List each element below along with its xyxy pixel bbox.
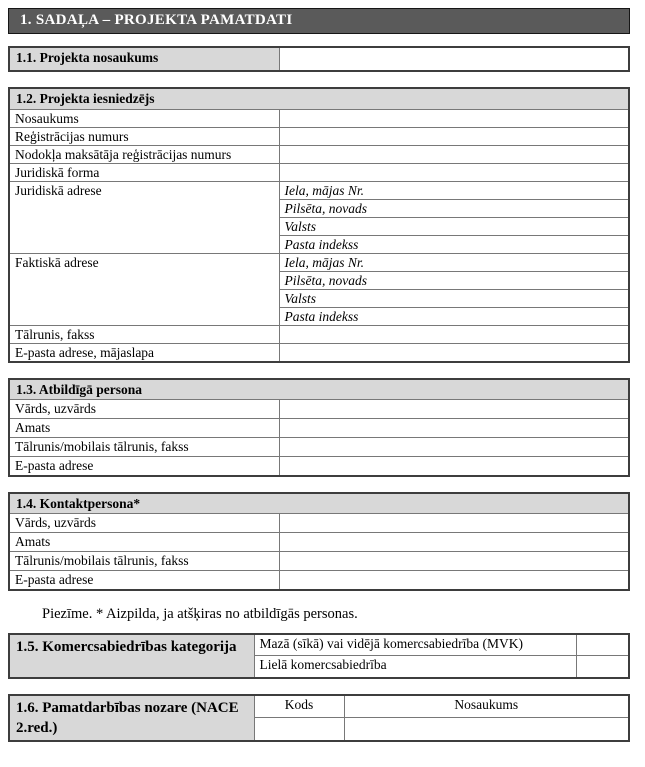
option-mvk-checkbox-cell[interactable] <box>576 634 629 656</box>
field-faktiska-adrese-pasta-indekss[interactable]: Pasta indekss <box>279 307 629 325</box>
field-juridiska-adrese-iela[interactable]: Iela, mājas Nr. <box>279 181 629 199</box>
label-1-1-projekta-nosaukums: 1.1. Projekta nosaukums <box>9 47 279 71</box>
field-epasta-majaslapa[interactable] <box>279 343 629 362</box>
label-faktiska-adrese: Faktiskā adrese <box>9 253 279 325</box>
field-projekta-nosaukums[interactable] <box>279 47 629 71</box>
field-faktiska-adrese-pilseta[interactable]: Pilsēta, novads <box>279 271 629 289</box>
label-atbildiga-vards: Vārds, uzvārds <box>9 400 279 419</box>
field-nace-nosaukums[interactable] <box>344 718 629 741</box>
table-1-4 <box>8 492 630 591</box>
label-registracijas-numurs: Reģistrācijas numurs <box>9 127 279 145</box>
table-1-3 <box>8 378 630 477</box>
label-1-5-komercsabiedribas-kategorija: 1.5. Komercsabiedrības kategorija <box>9 634 254 678</box>
table-1-6 <box>8 694 630 742</box>
label-kontakt-talrunis: Tālrunis/mobilais tālrunis, fakss <box>9 552 279 571</box>
option-mvk-label: Mazā (sīkā) vai vidējā komercsabiedrība (MVK) <box>254 634 576 656</box>
field-kontakt-talrunis[interactable] <box>279 552 629 571</box>
field-juridiska-forma[interactable] <box>279 163 629 181</box>
section-1-3-title: 1.3. Atbildīgā persona <box>9 379 629 400</box>
label-kontakt-amats: Amats <box>9 533 279 552</box>
column-header-nosaukums: Nosaukums <box>344 695 629 718</box>
label-talrunis-fakss: Tālrunis, fakss <box>9 325 279 343</box>
field-atbildiga-amats[interactable] <box>279 419 629 438</box>
label-1-6-pamatdarbibas-nozare: 1.6. Pamatdarbības nozare (NACE 2.red.) <box>9 695 254 741</box>
field-kontakt-vards[interactable] <box>279 514 629 533</box>
table-1-1 <box>8 46 630 72</box>
column-header-kods: Kods <box>254 695 344 718</box>
section-1-title-bar: 1. SADAĻA – PROJEKTA PAMATDATI <box>8 8 630 34</box>
field-faktiska-adrese-iela[interactable]: Iela, mājas Nr. <box>279 253 629 271</box>
label-juridiska-adrese: Juridiskā adrese <box>9 181 279 253</box>
field-nace-kods[interactable] <box>254 718 344 741</box>
field-registracijas-numurs[interactable] <box>279 127 629 145</box>
field-talrunis-fakss[interactable] <box>279 325 629 343</box>
label-atbildiga-epasts: E-pasta adrese <box>9 457 279 476</box>
label-atbildiga-amats: Amats <box>9 419 279 438</box>
table-1-2 <box>8 87 630 363</box>
field-kontakt-amats[interactable] <box>279 533 629 552</box>
label-nosaukums: Nosaukums <box>9 109 279 127</box>
label-epasta-majaslapa: E-pasta adrese, mājaslapa <box>9 343 279 362</box>
field-nodokla-maksataja-numurs[interactable] <box>279 145 629 163</box>
section-1-4-title: 1.4. Kontaktpersona* <box>9 493 629 514</box>
label-juridiska-forma: Juridiskā forma <box>9 163 279 181</box>
label-kontakt-vards: Vārds, uzvārds <box>9 514 279 533</box>
option-liela-checkbox-cell[interactable] <box>576 656 629 678</box>
table-1-5 <box>8 633 630 679</box>
field-juridiska-adrese-pasta-indekss[interactable]: Pasta indekss <box>279 235 629 253</box>
field-faktiska-adrese-valsts[interactable]: Valsts <box>279 289 629 307</box>
field-atbildiga-talrunis[interactable] <box>279 438 629 457</box>
footnote: Piezīme. * Aizpilda, ja atšķiras no atbildīgās personas. <box>42 605 358 622</box>
label-kontakt-epasts: E-pasta adrese <box>9 571 279 590</box>
field-kontakt-epasts[interactable] <box>279 571 629 590</box>
label-nodokla-maksataja-numurs: Nodokļa maksātāja reģistrācijas numurs <box>9 145 279 163</box>
field-nosaukums[interactable] <box>279 109 629 127</box>
field-atbildiga-epasts[interactable] <box>279 457 629 476</box>
label-atbildiga-talrunis: Tālrunis/mobilais tālrunis, fakss <box>9 438 279 457</box>
field-atbildiga-vards[interactable] <box>279 400 629 419</box>
option-liela-label: Lielā komercsabiedrība <box>254 656 576 678</box>
field-juridiska-adrese-valsts[interactable]: Valsts <box>279 217 629 235</box>
section-1-2-title: 1.2. Projekta iesniedzējs <box>9 88 629 109</box>
field-juridiska-adrese-pilseta[interactable]: Pilsēta, novads <box>279 199 629 217</box>
